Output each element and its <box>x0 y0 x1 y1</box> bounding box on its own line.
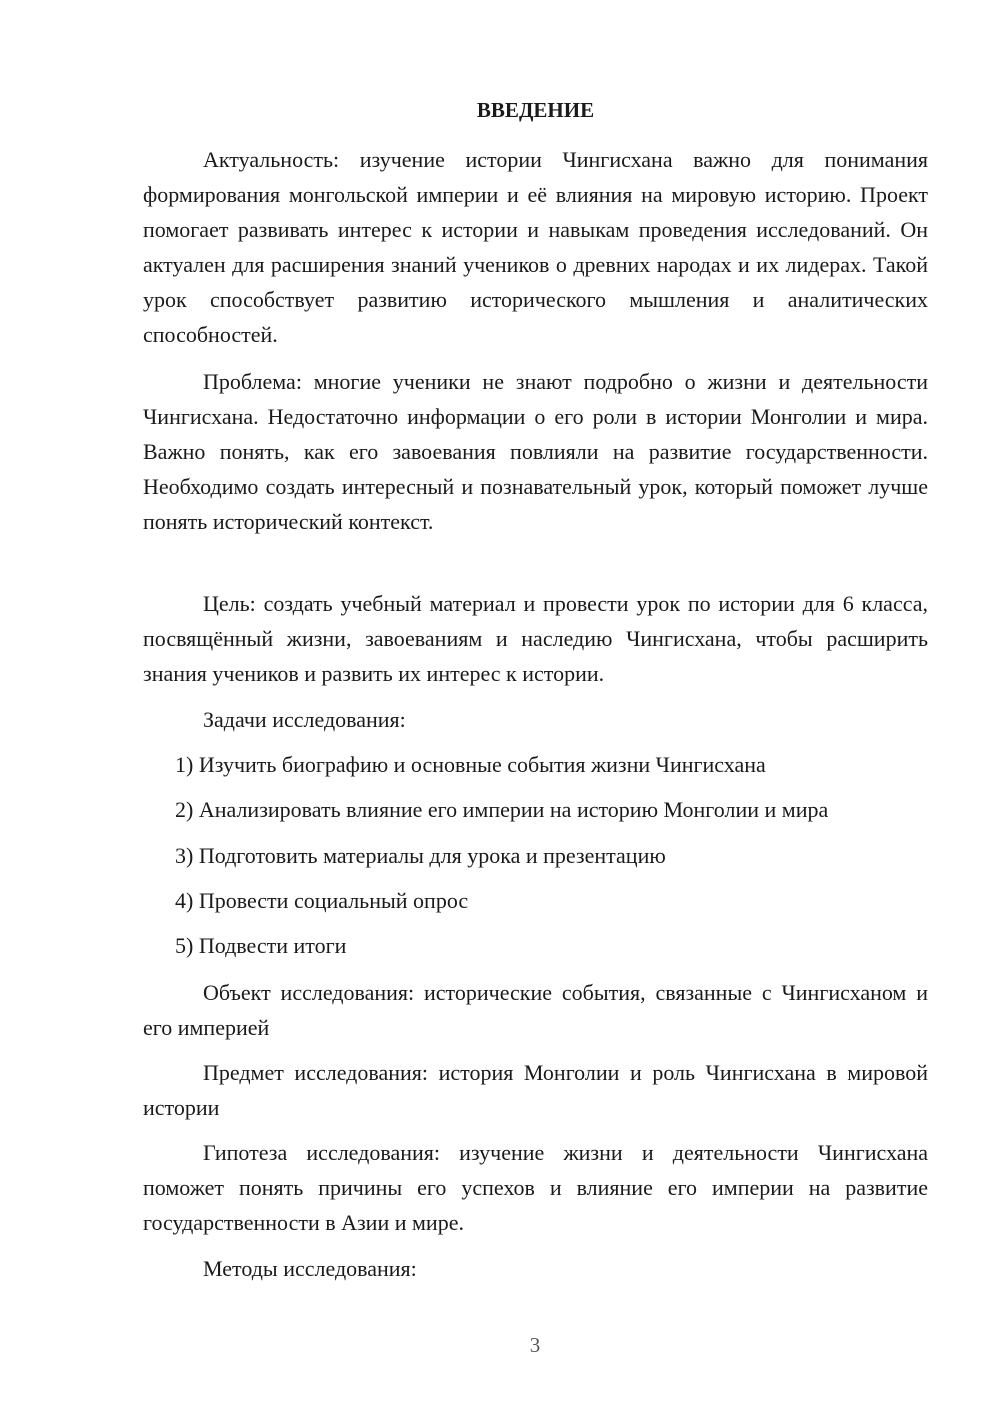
hypothesis-paragraph: Гипотеза исследования: изучение жизни и деятельности Чингисхана поможет понять причины его успехов и влияние его империи на развитие государственности в Азии и мире. <box>143 1140 928 1235</box>
task-list-item: 3) Подготовить материалы для урока и презентацию <box>175 843 666 868</box>
page-number: 3 <box>529 1333 541 1357</box>
object-paragraph: Объект исследования: исторические события, связанные с Чингисханом и его империей <box>143 980 928 1040</box>
relevance-paragraph: Актуальность: изучение истории Чингисхана важно для понимания формирования монгольской империи и её влияния на мировую историю. Проект помогает развивать интерес к истории и навыкам проведения исследований. Он актуален для расширения знаний учеников о древних народах и их лидерах. Такой урок способствует развитию исторического мышления и аналитических способностей. <box>143 147 928 347</box>
task-list-item: 2) Анализировать влияние его империи на историю Монголии и мира <box>175 797 829 822</box>
goal-paragraph: Цель: создать учебный материал и провести урок по истории для 6 класса, посвящённый жизни, завоеваниям и наследию Чингисхана, чтобы расширить знания учеников и развить их интерес к истории. <box>143 591 928 686</box>
task-list-item: 5) Подвести итоги <box>175 933 347 958</box>
page-title: ВВЕДЕНИЕ <box>476 98 595 122</box>
methods-heading: Методы исследования: <box>203 1256 417 1281</box>
task-list-item: 1) Изучить биографию и основные события жизни Чингисхана <box>175 752 766 777</box>
tasks-heading: Задачи исследования: <box>203 707 406 732</box>
problem-paragraph: Проблема: многие ученики не знают подробно о жизни и деятельности Чингисхана. Недостаточно информации о его роли в истории Монголии и мира. Важно понять, как его завоевания повлияли на развитие государственности. Необходимо создать интересный и познавательный урок, который поможет лучше понять исторический контекст. <box>143 369 928 534</box>
task-list-item: 4) Провести социальный опрос <box>175 888 469 913</box>
subject-paragraph: Предмет исследования: история Монголии и роль Чингисхана в мировой истории <box>143 1060 928 1120</box>
